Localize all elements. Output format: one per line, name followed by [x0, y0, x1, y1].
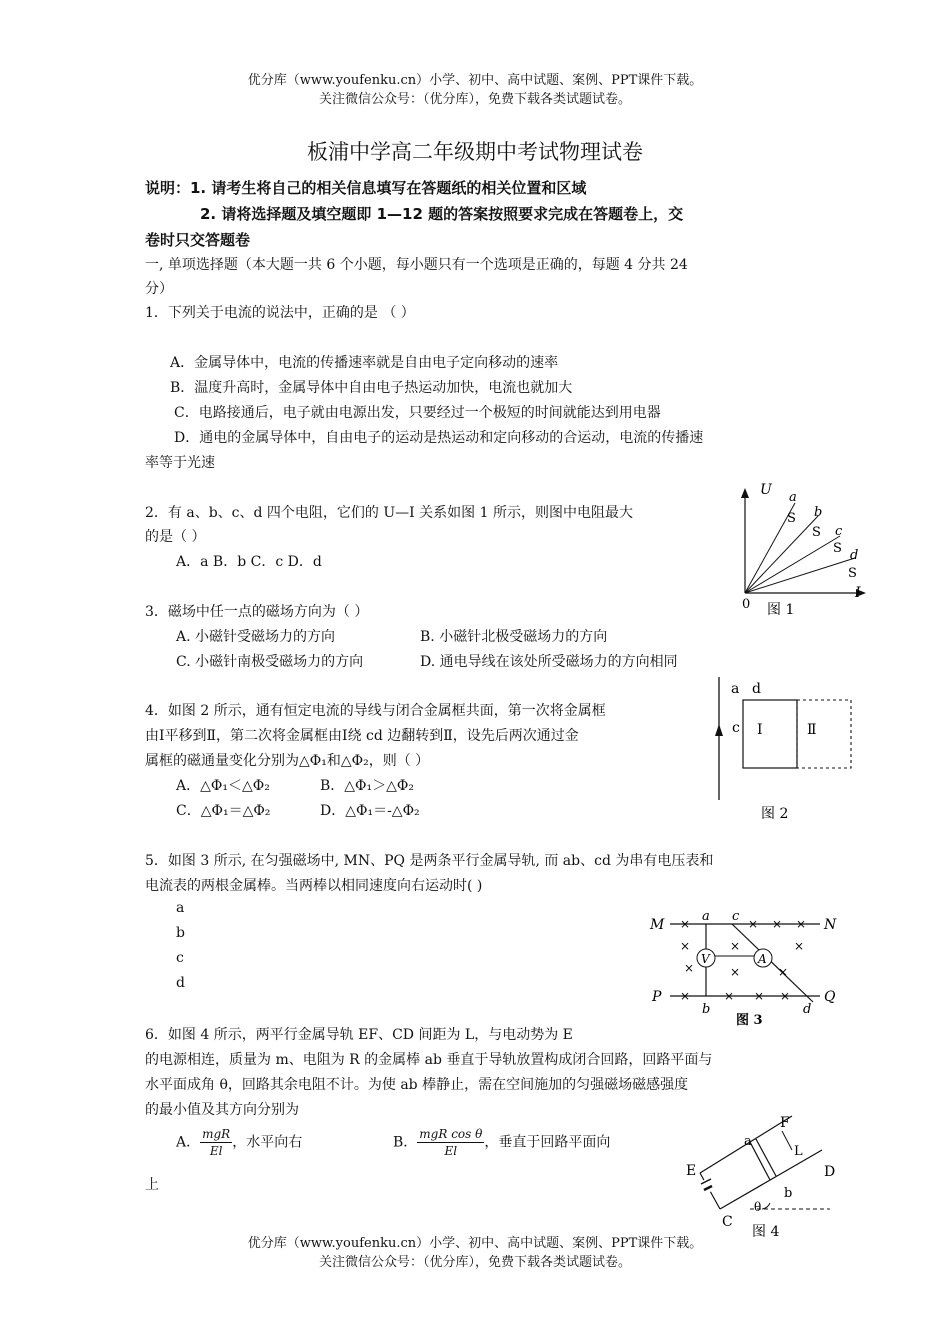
ammeter-symbol: A: [758, 952, 767, 966]
q6-option-b-cont: 上: [145, 1177, 159, 1193]
note-2: 2. 请将选择题及填空题即 1—12 题的答案按照要求完成在答题卷上，交: [200, 205, 684, 223]
q5-stem-1: 5．如图 3 所示, 在匀强磁场中, MN、PQ 是两条平行金属导轨, 而 ab、cd 为串有电压表和: [145, 853, 714, 869]
q5-stem-2: 电流表的两根金属棒。当两棒以相同速度向右运动时( ): [145, 878, 483, 894]
angle-label-theta: θ: [754, 1200, 762, 1214]
rail-label-p: P: [652, 989, 662, 1005]
q6-option-a: [176, 1126, 302, 1159]
line-d-s: S: [848, 566, 857, 581]
q1-stem: 1．下列关于电流的说法中，正确的是 （ ）: [145, 305, 415, 321]
frame-label-i: Ⅰ: [757, 722, 763, 738]
figure-2-label: 图 2: [761, 806, 789, 822]
q6-option-a-text: ，水平向右: [232, 1134, 303, 1151]
q4-option-a: A．△Φ₁＜△Φ₂: [176, 778, 270, 794]
frame-label-a: a: [731, 681, 740, 697]
footer-line-2: 关注微信公众号：（优分库），免费下载各类试题试卷。: [318, 1255, 631, 1270]
q6-option-a-label: A．: [176, 1134, 201, 1151]
line-b-s: S: [812, 525, 821, 540]
q6-option-b-denominator: El: [444, 1144, 458, 1158]
q4-stem-1: 4．如图 2 所示，通有恒定电流的导线与闭合金属框共面，第一次将金属框: [145, 703, 606, 719]
q3-option-b: B. 小磁针北极受磁场力的方向: [420, 629, 608, 645]
q5-option-c: c: [176, 950, 184, 966]
q6-option-a-denominator: El: [209, 1144, 223, 1158]
q5-option-a: a: [176, 900, 185, 916]
q4-option-c: C．△Φ₁＝△Φ₂: [176, 803, 271, 819]
q6-stem-4: 的最小值及其方向分别为: [145, 1102, 299, 1118]
note-2-cont: 卷时只交答题卷: [145, 231, 251, 249]
rail-label-e: E: [686, 1163, 697, 1179]
page-title: 板浦中学高二年级期中考试物理试卷: [307, 140, 643, 164]
header-line-1: 优分库（www.youfenku.cn）小学、初中、高中试题、案例、PPT课件下载。: [247, 73, 703, 88]
q6-stem-1: 6．如图 4 所示，两平行金属导轨 EF、CD 间距为 L，与电动势为 E: [145, 1027, 573, 1043]
figure-3-rails: [648, 906, 848, 1028]
q3-option-c: C. 小磁针南极受磁场力的方向: [176, 654, 364, 670]
rail-label-c: C: [722, 1214, 733, 1230]
note-1: 说明：1. 请考生将自己的相关信息填写在答题纸的相关位置和区域: [145, 179, 587, 197]
q1-option-d: D．通电的金属导体中，自由电子的运动是热运动和定向移动的合运动，电流的传播速: [174, 430, 704, 446]
frame-label-ii: Ⅱ: [807, 722, 817, 738]
field-mark: ×: [754, 989, 765, 1003]
rail-label-d: D: [824, 1164, 836, 1180]
field-mark: ×: [778, 965, 789, 979]
spacing-label-l: L: [794, 1144, 803, 1159]
figure-1-ui-graph: [730, 478, 870, 623]
q4-option-b: B．△Φ₁＞△Φ₂: [320, 778, 415, 794]
field-mark: ×: [680, 989, 691, 1003]
q6-option-b: [393, 1126, 610, 1159]
axis-i-label: I: [855, 585, 861, 601]
frame-label-c: c: [732, 720, 740, 736]
q4-stem-3: 属框的磁通量变化分别为△Φ₁和△Φ₂，则（ ）: [145, 753, 430, 769]
q5-option-b: b: [176, 925, 185, 941]
footer-line-1: 优分库（www.youfenku.cn）小学、初中、高中试题、案例、PPT课件下载。: [247, 1236, 703, 1251]
rail-label-n: N: [824, 917, 837, 933]
field-mark: ×: [794, 939, 805, 953]
q6-option-b-label: B．: [393, 1134, 418, 1151]
rail-label-m: M: [650, 917, 665, 933]
field-mark: ×: [684, 961, 695, 975]
rail-label-f: F: [780, 1115, 790, 1131]
q3-stem: 3．磁场中任一点的磁场方向为（ ）: [145, 604, 369, 620]
rod-label-c: c: [732, 909, 740, 924]
figure-1-label: 图 1: [767, 602, 795, 618]
q2-stem-cont: 的是（ ）: [145, 529, 206, 545]
q6-option-a-fraction: [200, 1126, 232, 1159]
figure-4-inclined-rails: [680, 1108, 850, 1246]
field-mark: ×: [730, 939, 741, 953]
q3-option-d: D. 通电导线在该处所受磁场力的方向相同: [420, 654, 678, 670]
rod-label-a: a: [702, 909, 710, 924]
q1-option-c: C．电路接通后，电子就由电源出发，只要经过一个极短的时间就能达到用电器: [174, 405, 661, 421]
line-d-label: d: [850, 548, 859, 563]
q1-option-d-cont: 率等于光速: [145, 455, 215, 471]
q5-option-d: d: [176, 975, 185, 991]
field-mark: ×: [748, 917, 759, 931]
field-mark: ×: [780, 989, 791, 1003]
line-c-label: c: [835, 524, 843, 539]
field-mark: ×: [772, 917, 783, 931]
header-line-2: 关注微信公众号：（优分库），免费下载各类试题试卷。: [318, 92, 631, 107]
q4-stem-2: 由Ⅰ平移到Ⅱ，第二次将金属框由Ⅰ绕 cd 边翻转到Ⅱ，设先后两次通过金: [145, 728, 579, 744]
line-a-s: S: [787, 511, 796, 526]
q4-option-d: D．△Φ₁＝-△Φ₂: [320, 803, 420, 819]
rod-label-b: b: [702, 1002, 711, 1017]
rod-label-b: b: [784, 1186, 793, 1201]
rail-label-q: Q: [824, 989, 836, 1005]
line-b-label: b: [814, 505, 823, 520]
axis-u-label: U: [760, 482, 772, 498]
field-mark: ×: [724, 989, 735, 1003]
origin-label: 0: [742, 597, 751, 612]
q6-stem-2: 的电源相连，质量为 m、电阻为 R 的金属棒 ab 垂直于导轨放置构成闭合回路，回路平面与: [145, 1052, 713, 1068]
figure-3-label: 图 3: [736, 1013, 763, 1028]
section-heading-cont: 分）: [145, 281, 173, 297]
frame-label-d: d: [752, 681, 761, 697]
q6-stem-3: 水平面成角 θ，回路其余电阻不计。为使 ab 棒静止，需在空间施加的匀强磁场磁感强度: [145, 1077, 689, 1093]
voltmeter-symbol: V: [701, 952, 710, 966]
field-mark: ×: [796, 917, 807, 931]
q6-option-b-numerator: mgR cos θ: [419, 1127, 483, 1141]
q1-option-a: A．金属导体中，电流的传播速率就是自由电子定向移动的速率: [170, 355, 559, 371]
field-mark: ×: [730, 965, 741, 979]
q6-option-a-numerator: mgR: [202, 1127, 231, 1141]
q6-option-b-text: ，垂直于回路平面向: [484, 1134, 611, 1151]
field-mark: ×: [680, 939, 691, 953]
q6-option-b-fraction: [417, 1126, 484, 1159]
line-c-s: S: [833, 541, 842, 556]
figure-4-label: 图 4: [752, 1224, 780, 1240]
rod-label-a: a: [744, 1134, 752, 1149]
q2-stem: 2．有 a、b、c、d 四个电阻，它们的 U—I 关系如图 1 所示，则图中电阻最大: [145, 505, 633, 521]
field-mark: ×: [680, 917, 691, 931]
figure-2-wire-and-frame: [705, 672, 865, 832]
line-a-label: a: [789, 490, 797, 505]
q1-option-b: B．温度升高时，金属导体中自由电子热运动加快，电流也就加大: [170, 380, 573, 396]
q3-option-a: A. 小磁针受磁场力的方向: [176, 629, 336, 645]
q2-options: A．a B．b C．c D．d: [176, 554, 322, 570]
section-heading: 一, 单项选择题（本大题一共 6 个小题，每小题只有一个选项是正确的，每题 4 分共 24: [145, 257, 688, 273]
rod-label-d: d: [803, 1002, 812, 1017]
